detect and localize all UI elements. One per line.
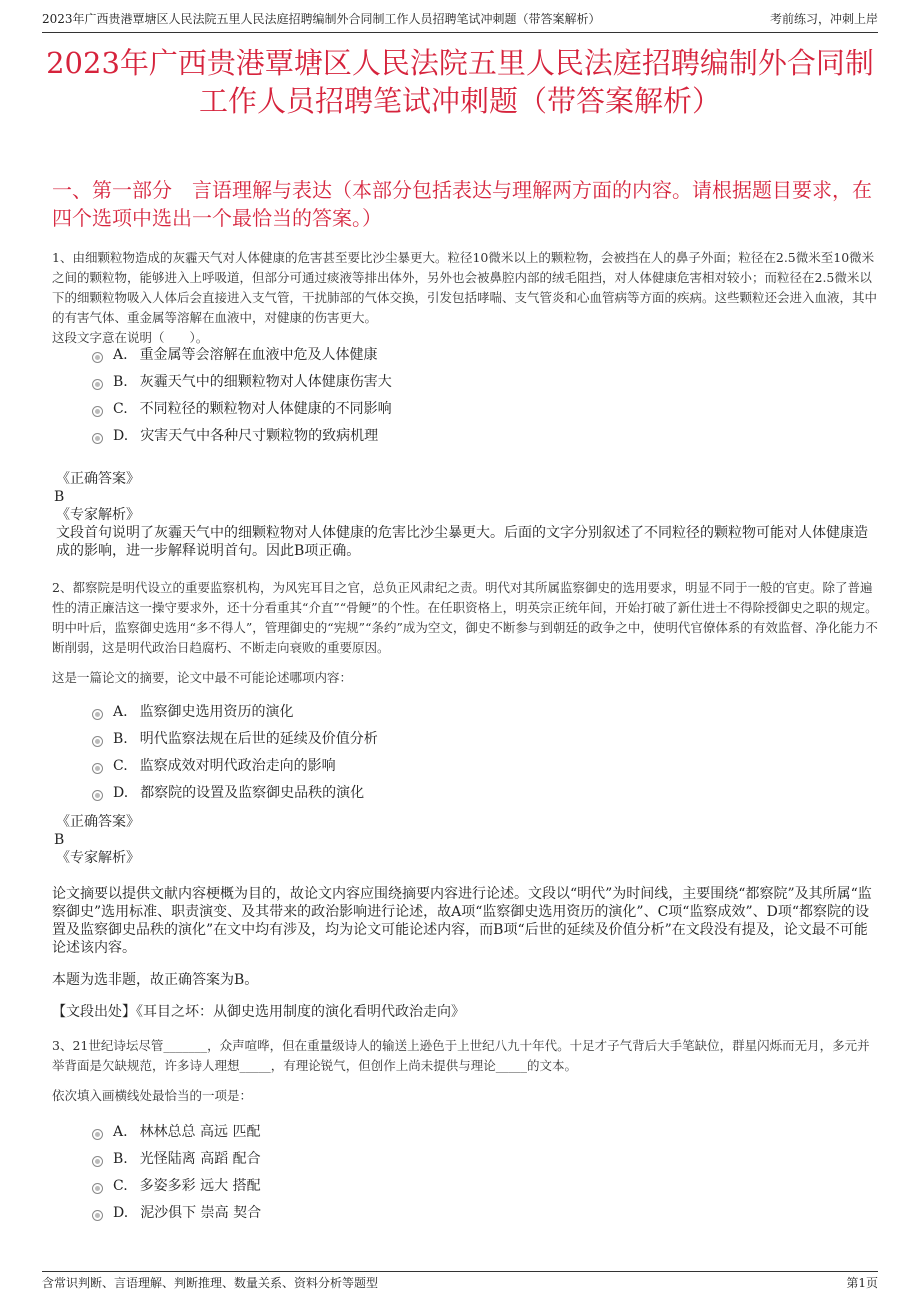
question-3-options	[92, 1119, 261, 1227]
option-a[interactable]: A. 监察御史选用资历的演化	[92, 699, 378, 726]
header-slogan: 考前练习，冲刺上岸	[769, 12, 878, 26]
analysis-text: 文段首句说明了灰霾天气中的细颗粒物对人体健康的危害比沙尘暴更大。后面的文字分别叙述了不同粒径的颗粒物可能对人体健康造成的影响，进一步解释说明首句。因此B项正确。	[56, 525, 868, 559]
question-2-answer	[52, 813, 880, 867]
radio-icon[interactable]	[92, 709, 103, 720]
question-text: 3、21世纪诗坛尽管_______，众声喧哗，但在重量级诗人的输送上逊色于上世纪八九十年代。十足才子气背后大手笔缺位，群星闪烁而无月，多元并举背面是欠缺规范，许多诗人理想_____，有理论锐气，但创作上尚未提供与理论_____的文本。	[52, 1038, 870, 1073]
option-d[interactable]: D. 灾害天气中各种尺寸颗粒物的致病机理	[92, 423, 392, 450]
question-2-options	[92, 699, 378, 807]
radio-icon[interactable]	[92, 1156, 103, 1167]
page-footer	[42, 1271, 878, 1292]
question-2-analysis	[52, 885, 880, 1021]
answer-value: B	[54, 489, 65, 505]
option-a[interactable]: A. 重金属等会溶解在血液中危及人体健康	[92, 342, 392, 369]
page-header	[42, 10, 878, 33]
radio-icon[interactable]	[92, 406, 103, 417]
option-c[interactable]: C. 多姿多彩 远大 搭配	[92, 1173, 261, 1200]
analysis-conclusion: 本题为选非题，故正确答案为B。	[52, 972, 259, 988]
page-title: 2023年广西贵港覃塘区人民法院五里人民法庭招聘编制外合同制工作人员招聘笔试冲刺题（带答案解析）	[46, 46, 874, 118]
option-c[interactable]: C. 不同粒径的颗粒物对人体健康的不同影响	[92, 396, 392, 423]
header-doc-title: 2023年广西贵港覃塘区人民法院五里人民法庭招聘编制外合同制工作人员招聘笔试冲刺题（带答案解析）	[42, 12, 601, 26]
question-3	[52, 1036, 880, 1076]
radio-icon[interactable]	[92, 1210, 103, 1221]
page-number: 第1页	[846, 1276, 878, 1290]
radio-icon[interactable]	[92, 379, 103, 390]
answer-value: B	[54, 832, 65, 848]
radio-icon[interactable]	[92, 1183, 103, 1194]
radio-icon[interactable]	[92, 352, 103, 363]
answer-label: 《正确答案》	[56, 471, 140, 487]
analysis-label: 《专家解析》	[56, 850, 140, 866]
question-1-answer	[52, 470, 880, 560]
radio-icon[interactable]	[92, 433, 103, 444]
radio-icon[interactable]	[92, 736, 103, 747]
option-b[interactable]: B. 光怪陆离 高蹈 配合	[92, 1146, 261, 1173]
question-1-options	[92, 342, 392, 450]
question-3-stem: 依次填入画横线处最恰当的一项是：	[52, 1088, 253, 1103]
question-2	[52, 578, 880, 658]
analysis-source: 【文段出处】《耳目之坏：从御史选用制度的演化看明代政治走向》	[52, 1004, 465, 1020]
question-text: 2、都察院是明代设立的重要监察机构，为风宪耳目之官，总负正风肃纪之责。明代对其所属监察御史的选用要求，明显不同于一般的官吏。除了普遍性的清正廉洁这一操守要求外，还十分看重其“介直”“骨鲠”的个性。在任职资格上，明英宗正统年间，开始打破了新仕进士不得除授御史之职的规定。明中叶后，监察御史选用“多不得人”，管理御史的“宪规”“条约”成为空文，御史不断参与到朝廷的政争之中，使明代官僚体系的有效监督、净化能力不断削弱，这是明代政治日趋腐朽、不断走向衰败的重要原因。	[52, 580, 878, 655]
analysis-text: 论文摘要以提供文献内容梗概为目的，故论文内容应围绕摘要内容进行论述。文段以“明代”为时间线，主要围绕“都察院”及其所属“监察御史”选用标准、职责演变、及其带来的政治影响进行论述，故A项“监察御史选用资历的演化”、C项“监察成效”、D项“都察院的设置及监察御史品秩的演化”在文中均有涉及，均为论文可能论述内容，而B项“后世的延续及价值分析”在文段没有提及，论文最不可能论述该内容。	[52, 886, 872, 956]
analysis-label: 《专家解析》	[56, 507, 140, 523]
option-c[interactable]: C. 监察成效对明代政治走向的影响	[92, 753, 378, 780]
footer-note: 含常识判断、言语理解、判断推理、数量关系、资料分析等题型	[42, 1276, 379, 1290]
radio-icon[interactable]	[92, 790, 103, 801]
option-d[interactable]: D. 都察院的设置及监察御史品秩的演化	[92, 780, 378, 807]
option-b[interactable]: B. 明代监察法规在后世的延续及价值分析	[92, 726, 378, 753]
question-text: 1、由细颗粒物造成的灰霾天气对人体健康的危害甚至要比沙尘暴更大。粒径10微米以上的颗粒物，会被挡在人的鼻子外面；粒径在2.5微米至10微米之间的颗粒物，能够进入上呼吸道，但部分可通过痰液等排出体外，另外也会被鼻腔内部的绒毛阻挡，对人体健康危害相对较小；而粒径在2.5微米以下的细颗粒物吸入人体后会直接进入支气管，干扰肺部的气体交换，引发包括哮喘、支气管炎和心血管病等方面的疾病。这些颗粒还会进入血液，其中的有害气体、重金属等溶解在血液中，对健康的伤害更大。	[52, 250, 878, 325]
section-heading: 一、第一部分 言语理解与表达（本部分包括表达与理解两方面的内容。请根据题目要求，在四个选项中选出一个最恰当的答案。）	[52, 178, 872, 230]
option-b[interactable]: B. 灰霾天气中的细颗粒物对人体健康伤害大	[92, 369, 392, 396]
radio-icon[interactable]	[92, 1129, 103, 1140]
question-stem: 这段文字意在说明（ ）。	[52, 330, 209, 345]
question-1	[52, 248, 880, 348]
option-a[interactable]: A. 林林总总 高远 匹配	[92, 1119, 261, 1146]
answer-label: 《正确答案》	[56, 814, 140, 830]
option-d[interactable]: D. 泥沙俱下 崇高 契合	[92, 1200, 261, 1227]
question-2-stem: 这是一篇论文的摘要，论文中最不可能论述哪项内容：	[52, 670, 353, 685]
radio-icon[interactable]	[92, 763, 103, 774]
